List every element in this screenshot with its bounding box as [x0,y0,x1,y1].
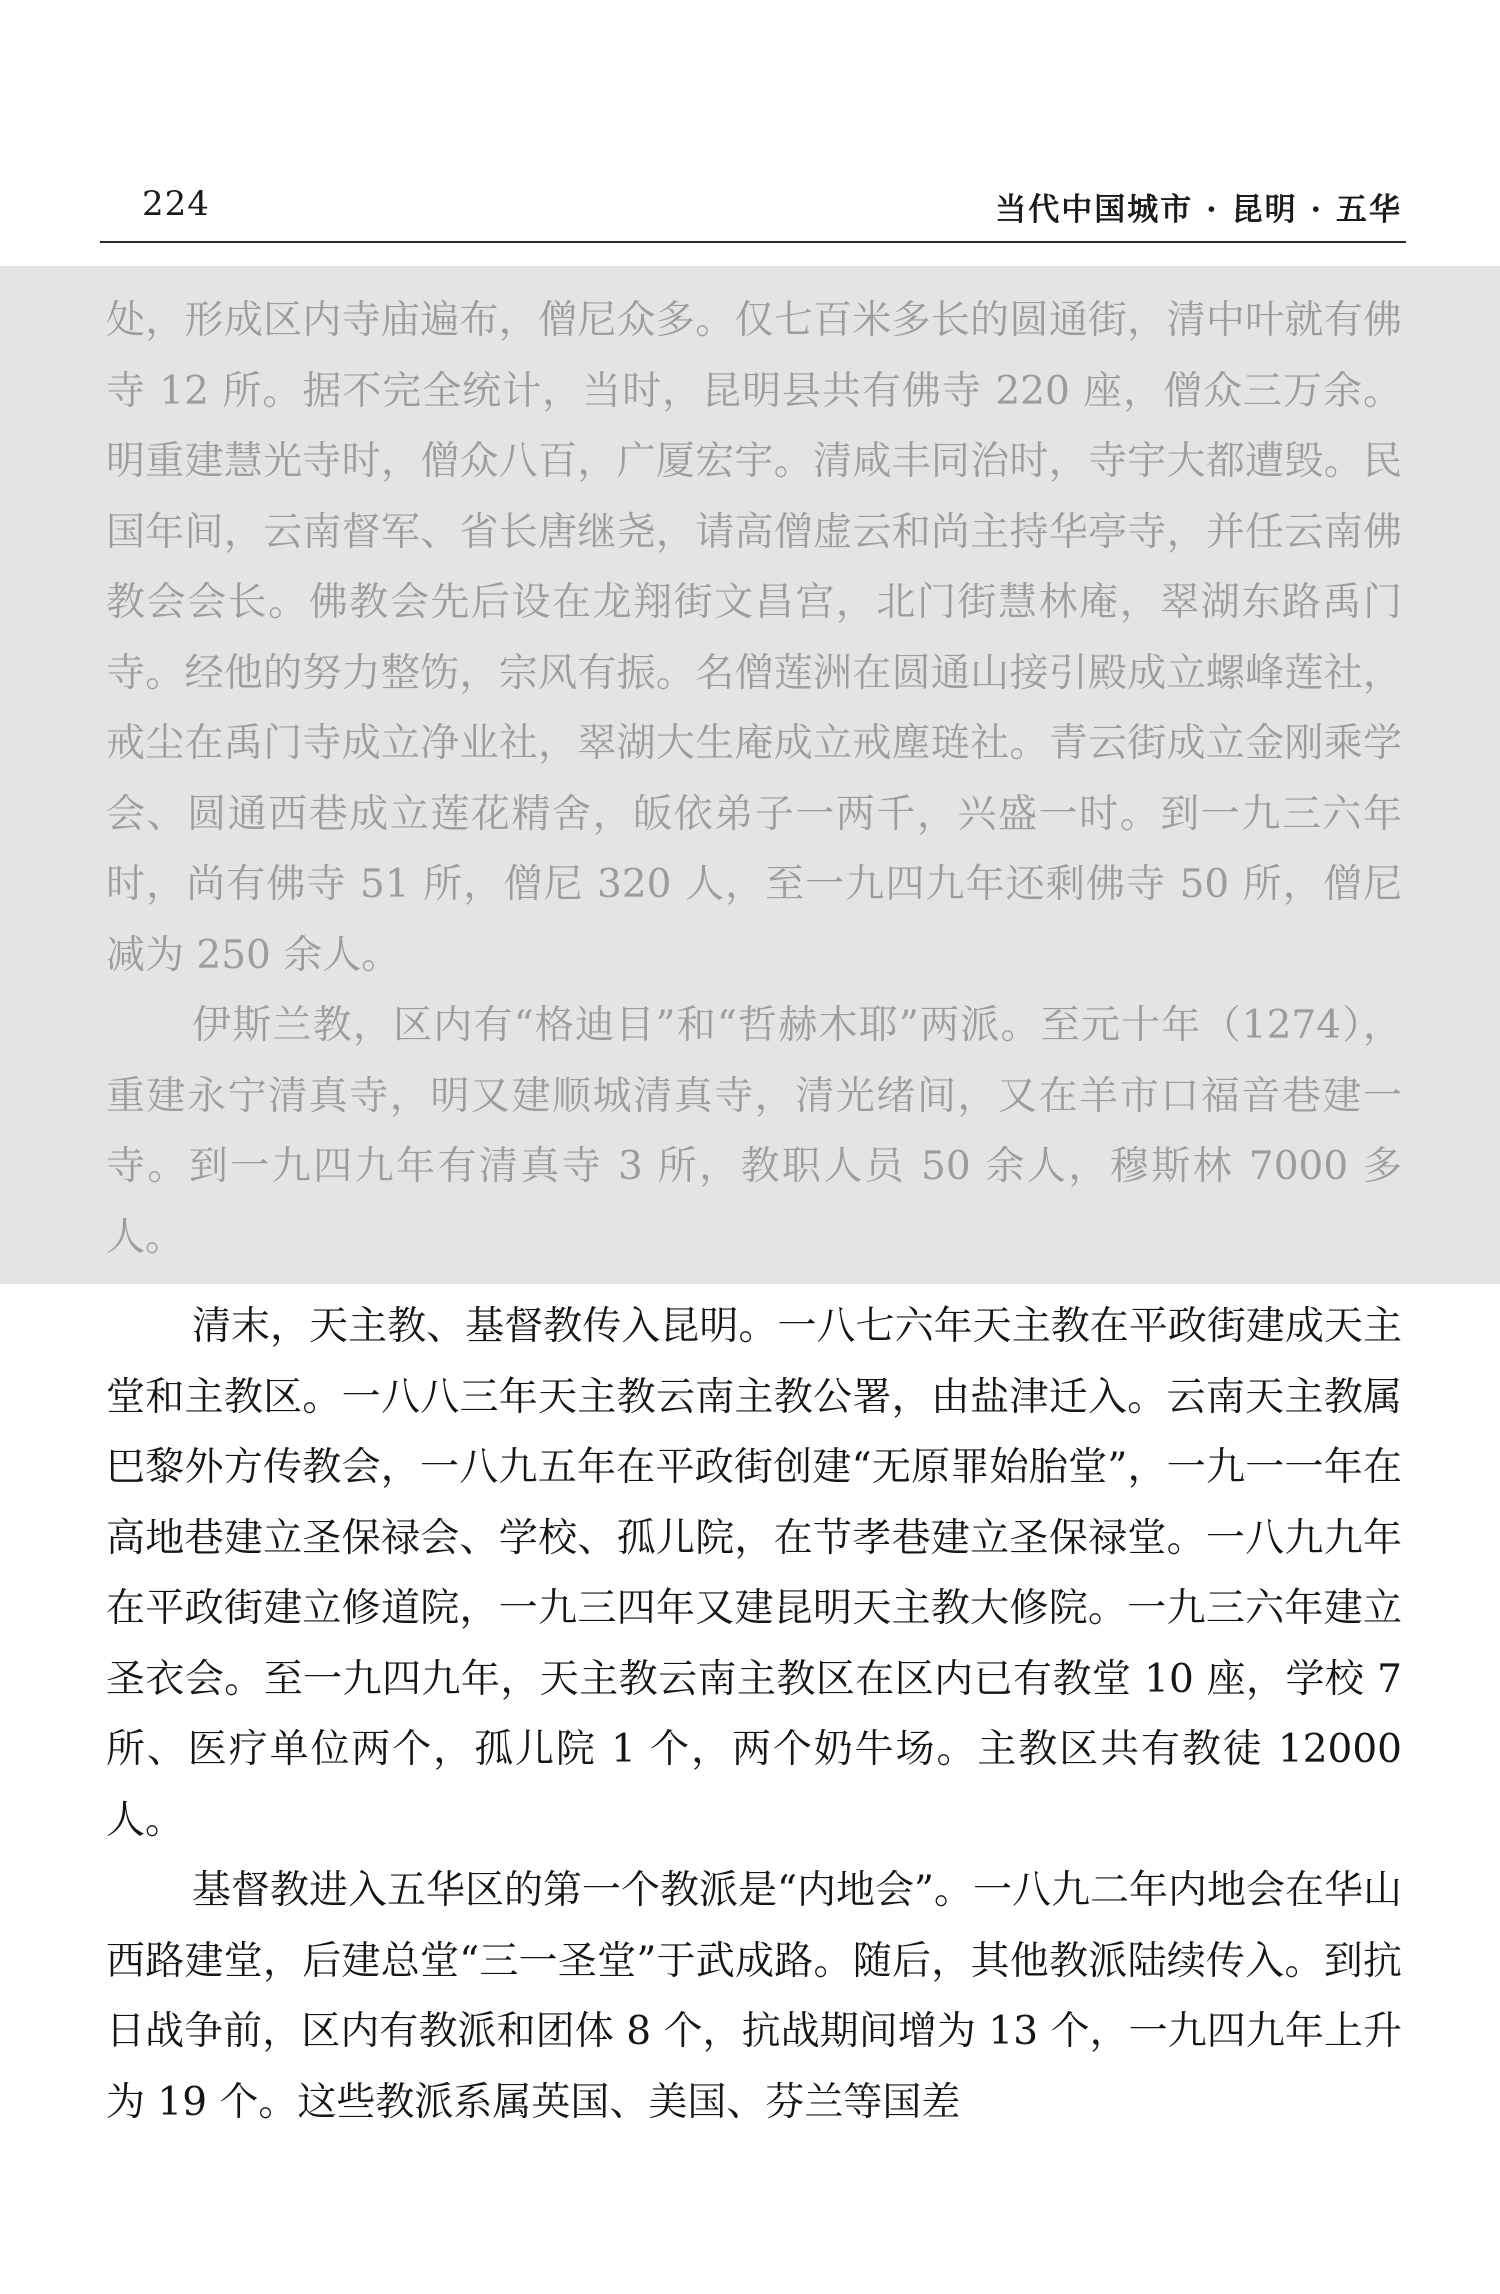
paragraph-protestantism: 基督教进入五华区的第一个教派是“内地会”。一八九二年内地会在华山西路建堂，后建总堂“三一圣堂”于武成路。随后，其他教派陆续传入。到抗日战争前，区内有教派和团体 8 个，抗战期间增为 13 个，一九四九年上升为 19 个。这些教派系属英国、美国、芬兰等国差 [106,1868,1402,2125]
paragraph-catholicism: 清末，天主教、基督教传入昆明。一八七六年天主教在平政街建成天主堂和主教区。一八八三年天主教云南主教公署，由盐津迁入。云南天主教属巴黎外方传教会，一八九五年在平政街创建“无原罪始胎堂”，一九一一年在高地巷建立圣保禄会、学校、孤儿院，在节孝巷建立圣保禄堂。一八九九年在平政街建立修道院，一九三四年又建昆明天主教大修院。一九三六年建立圣衣会。至一九四九年，天主教云南主教区在区内已有教堂 10 座，学校 7 所、医疗单位两个，孤儿院 1 个，两个奶牛场。主教区共有教徒 12000 人。 [106,1304,1402,1843]
header-rule [100,241,1406,243]
body-text [106,1292,1402,2138]
page-number: 224 [142,184,210,224]
paragraph-buddhism: 处，形成区内寺庙遍布，僧尼众多。仅七百米多长的圆通街，清中叶就有佛寺 12 所。据不完全统计，当时，昆明县共有佛寺 220 座，僧众三万余。明重建慧光寺时，僧众八百，广厦宏宇。清咸丰同治时，寺宇大都遭毁。民国年间，云南督军、省长唐继尧，请高僧虚云和尚主持华亭寺，并任云南佛教会会长。佛教会先后设在龙翔街文昌宫，北门街慧林庵，翠湖东路禹门寺。经他的努力整饬，宗风有振。名僧莲洲在圆通山接引殿成立螺峰莲社，戒尘在禹门寺成立净业社，翠湖大生庵成立戒塵琏社。青云街成立金刚乘学会、圆通西巷成立莲花精舍，皈依弟子一两千，兴盛一时。到一九三六年时，尚有佛寺 51 所，僧尼 320 人，至一九四九年还剩佛寺 50 所，僧尼减为 250 余人。 [106,298,1402,978]
page-header [100,178,1406,238]
highlighted-text [106,286,1402,1273]
paragraph-islam: 伊斯兰教，区内有“格迪目”和“哲赫木耶”两派。至元十年（1274），重建永宁清真寺，明又建顺城清真寺，清光绪间，又在羊市口福音巷建一寺。到一九四九年有清真寺 3 所，教职人员 50 余人，穆斯林 7000 多人。 [106,1003,1402,1260]
running-title: 当代中国城市 · 昆明 · 五华 [995,192,1402,228]
